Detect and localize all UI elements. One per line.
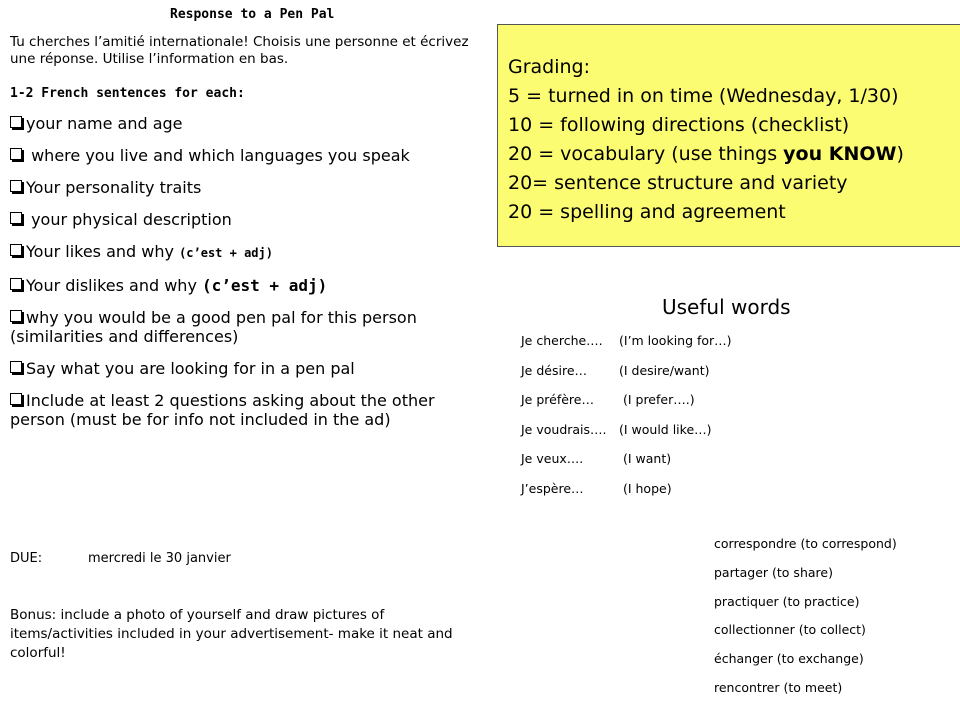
checklist-item: why you would be a good pen pal for this person (similarities and differences) <box>10 308 417 346</box>
cest-adj-note: (c’est + adj) <box>179 246 273 260</box>
grading-line: 20= sentence structure and variety <box>508 172 848 194</box>
bonus-text: Bonus: include a photo of yourself and draw pictures of items/activities included in your advertisement- make it neat and colorful! <box>10 607 453 661</box>
checkbox-icon <box>10 393 22 405</box>
useful-phrases-list <box>521 333 732 510</box>
checkbox-icon <box>10 278 22 290</box>
verb-item: practiquer (to practice) <box>714 593 860 609</box>
checklist-item: where you live and which languages you speak <box>10 146 480 165</box>
verb-item: collectionner (to collect) <box>714 622 866 638</box>
useful-verbs-list <box>714 536 897 709</box>
checkbox-icon <box>10 180 22 192</box>
phrase-row: J’espère… (I hope) <box>521 480 672 496</box>
checkbox-icon <box>10 116 22 128</box>
grading-heading: Grading: <box>508 56 591 78</box>
checklist-item: Your likes and why (c’est + adj) <box>10 242 480 263</box>
checkbox-icon <box>10 310 22 322</box>
checklist-item: Your personality traits <box>10 178 480 197</box>
checkbox-icon <box>10 148 22 160</box>
checkbox-icon <box>10 244 22 256</box>
verb-item: partager (to share) <box>714 564 833 580</box>
verb-item: échanger (to exchange) <box>714 651 864 667</box>
instructions-subheading: 1-2 French sentences for each: <box>10 86 245 101</box>
checklist-item: your physical description <box>10 210 480 229</box>
due-date <box>10 551 231 566</box>
phrase-row: Je préfère… (I prefer….) <box>521 392 695 407</box>
phrase-row: Je voudrais…. (I would like…) <box>521 421 712 437</box>
checklist <box>10 114 480 442</box>
verb-item: rencontrer (to meet) <box>714 679 843 695</box>
phrase-row: Je cherche…. (I’m looking for…) <box>521 333 732 348</box>
grading-line: 20 = spelling and agreement <box>508 201 786 223</box>
checklist-item: Include at least 2 questions asking about the other person (must be for info not included in the ad) <box>10 391 435 429</box>
grading-box <box>497 24 960 247</box>
useful-words-title: Useful words <box>662 295 791 319</box>
intro-text: Tu cherches l’amitié internationale! Choisis une personne et écrivez une réponse. Utilise l’information en bas. <box>10 34 469 67</box>
checkbox-icon <box>10 212 22 224</box>
due-value: mercredi le 30 janvier <box>88 551 231 566</box>
checklist-item: Your dislikes and why (c’est + adj) <box>10 276 480 295</box>
worksheet-title: Response to a Pen Pal <box>170 7 335 22</box>
phrase-row: Je veux…. (I want) <box>521 451 672 466</box>
cest-adj-note: (c’est + adj) <box>202 276 328 295</box>
checklist-item: your name and age <box>10 114 480 133</box>
grading-line: 5 = turned in on time (Wednesday, 1/30) <box>508 85 899 107</box>
verb-item: correspondre (to correspond) <box>714 536 897 551</box>
due-label: DUE: <box>10 551 43 566</box>
grading-line: 10 = following directions (checklist) <box>508 114 850 136</box>
checkbox-icon <box>10 361 22 373</box>
grading-line: 20 = vocabulary (use things you KNOW) <box>508 143 904 165</box>
checklist-item: Say what you are looking for in a pen pal <box>10 359 480 378</box>
phrase-row: Je désire… (I desire/want) <box>521 362 710 378</box>
